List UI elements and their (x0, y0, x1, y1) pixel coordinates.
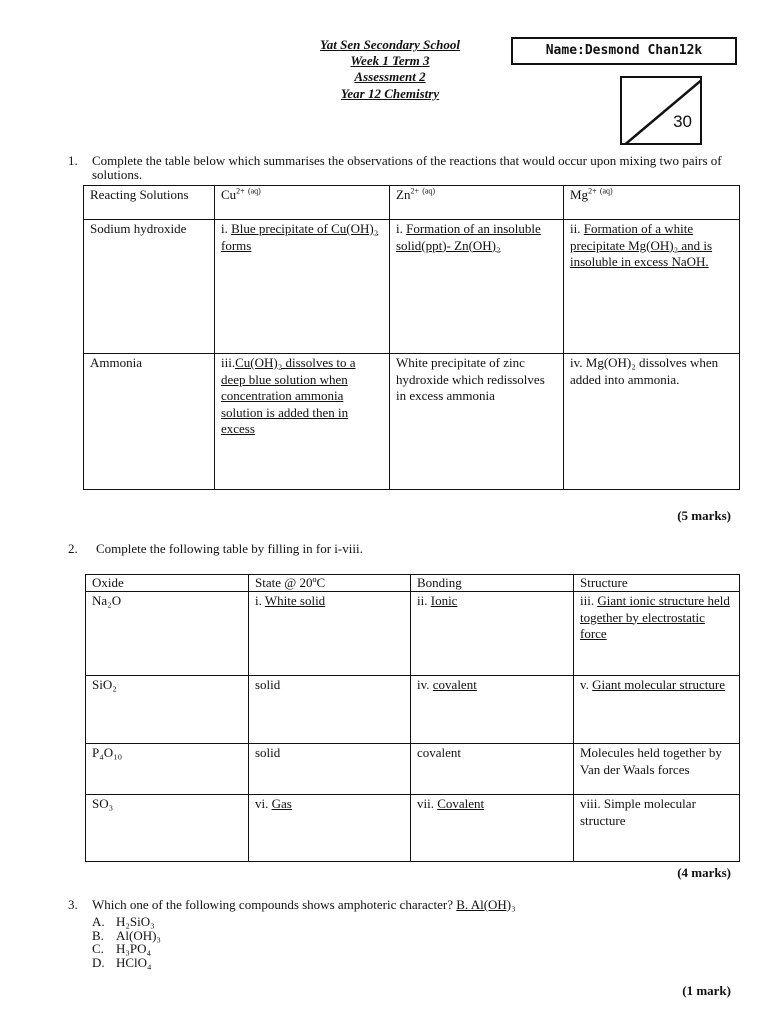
cell-bonding: vii. Covalent (411, 795, 574, 862)
oxides-table (85, 574, 740, 862)
question-number: 2. (68, 541, 78, 556)
q2-marks: (4 marks) (677, 865, 731, 880)
list-item: C. H₃PO₄ (92, 941, 152, 956)
cell-oxide: P₄O₁₀ (86, 744, 249, 795)
cell-oxide: SO₃ (86, 795, 249, 862)
week-term: Week 1 Term 3 (350, 53, 430, 68)
cell-bonding: ii. Ionic (411, 592, 574, 676)
course-title: Year 12 Chemistry (340, 86, 440, 101)
header-state: State @ 20ºC (249, 575, 411, 592)
header-reacting-solutions: Reacting Solutions (84, 186, 215, 220)
question-number: 1. (68, 153, 78, 168)
cell-bonding: iv. covalent (411, 676, 574, 744)
score-value: 30 (673, 112, 692, 131)
list-item: B. Al(OH)₃ (92, 927, 161, 943)
table-row (86, 676, 740, 744)
table-header-row (84, 186, 740, 220)
header-zn: $Zn^{2+}$ $^{(aq)}$ (390, 186, 564, 220)
header-oxide: Oxide (86, 575, 249, 592)
list-item: D. HClO₄ (92, 954, 152, 970)
header-cu: $Cu^{2+}$ $^{(aq)}$ (215, 186, 390, 220)
cell-oxide: SiO₂ (86, 676, 249, 744)
list-item: A. H₂SiO₃ (92, 914, 155, 929)
cell-mg: ii. Formation of a white precipitate Mg(OH)₂ and is insoluble in excess NaOH. (564, 220, 740, 354)
cell-state: solid (249, 744, 411, 795)
table-row (84, 220, 740, 354)
question-text: Complete the table below which summarises the observations of the reactions that would occur upon mixing two pairs of solutions. (92, 153, 722, 182)
cell-structure: viii. Simple molecular structure (574, 795, 740, 862)
cell-structure: iii. Giant ionic structure held together by electrostatic force (574, 592, 740, 676)
row-label: Sodium hydroxide (84, 220, 215, 354)
cell-cu: i. Blue precipitate of Cu(OH)₂ forms (215, 220, 390, 354)
cell-zn: i. Formation of an insoluble solid(ppt)- Zn(OH)₂ (390, 220, 564, 354)
question-text: Complete the following table by filling in for i-viii. (96, 541, 363, 556)
cell-zn: White precipitate of zinc hydroxide which redissolves in excess ammonia (390, 354, 564, 490)
school-name: Yat Sen Secondary School (319, 37, 460, 52)
cell-cu: iii.Cu(OH)₂ dissolves to a deep blue solution when concentration ammonia solution is added then in excess (215, 354, 390, 490)
cell-mg: iv. Mg(OH)₂ dissolves when added into ammonia. (564, 354, 740, 490)
q1-marks: (5 marks) (677, 508, 731, 523)
table-row (84, 354, 740, 490)
row-label: Ammonia (84, 354, 215, 490)
question-number: 3. (68, 897, 78, 912)
cell-oxide: Na₂O (86, 592, 249, 676)
table-header-row (86, 575, 740, 592)
cell-structure: Molecules held together by Van der Waals forces (574, 744, 740, 795)
score-box (620, 76, 702, 145)
assessment-title: Assessment 2 (354, 69, 426, 84)
cell-state: i. White solid (249, 592, 411, 676)
student-name-box: Name:Desmond Chan12k (511, 37, 737, 65)
cell-bonding: covalent (411, 744, 574, 795)
reactions-table (83, 185, 740, 490)
table-row (86, 592, 740, 676)
header-bonding: Bonding (411, 575, 574, 592)
question-text: Which one of the following compounds shows amphoteric character? B. Al(OH)₃ (92, 897, 516, 912)
header-structure: Structure (574, 575, 740, 592)
q3-answer: B. Al(OH)₃ (456, 897, 516, 912)
cell-structure: v. Giant molecular structure (574, 676, 740, 744)
cell-state: solid (249, 676, 411, 744)
table-row (86, 744, 740, 795)
q3-options (92, 915, 161, 969)
q3-marks: (1 mark) (682, 983, 731, 998)
table-row (86, 795, 740, 862)
cell-state: vi. Gas (249, 795, 411, 862)
header-mg: $Mg^{2+}$ $^{(aq)}$ (564, 186, 740, 220)
